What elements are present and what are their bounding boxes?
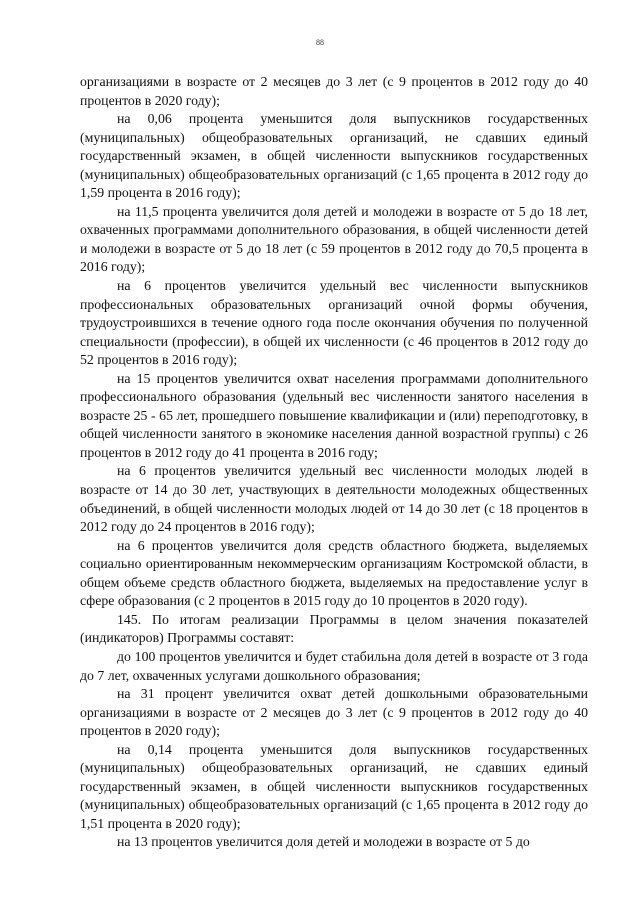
paragraph: на 0,06 процента уменьшится доля выпускников государственных (муниципальных) общеобразовательных организаций, не сдавших единый государственный экзамен, в общей численности выпускников государственных (муниципальных) общеобразовательных организаций (с 1,65 процента в 2012 году до 1,59 процента в 2016 году);: [80, 111, 588, 201]
paragraph: на 31 процент увеличится охват детей дошкольными образовательными организациями в возрасте от 2 месяцев до 3 лет (с 9 процентов в 2012 году до 40 процентов в 2020 году);: [80, 686, 588, 739]
paragraph: на 15 процентов увеличится охват населения программами дополнительного профессионального образования (удельный вес численности занятого населения в возрасте 25 - 65 лет, прошедшего повышение квалификации и (или) переподготовку, в общей численности занятого в экономике населения данной возрастной группы) с 26 процентов в 2012 году до 41 процента в 2016 году;: [80, 370, 588, 460]
paragraph: на 11,5 процента увеличится доля детей и молодежи в возрасте от 5 до 18 лет, охваченных программами дополнительного образования, в общей численности детей и молодежи в возрасте от 5 до 18 лет (с 59 процентов в 2012 году до 70,5 процента в 2016 году);: [80, 203, 588, 275]
paragraph: на 6 процентов увеличится доля средств областного бюджета, выделяемых социально ориентированным некоммерческим организациям Костромской области, в общем объеме средств областного бюджета, выделяемых на предоставление услуг в сфере образования (с 2 процентов в 2015 году до 10 процентов в 2020 году).: [80, 537, 588, 609]
paragraph: до 100 процентов увеличится и будет стабильна доля детей в возрасте от 3 года до 7 лет, охваченных услугами дошкольного образования;: [80, 648, 588, 683]
paragraph: организациями в возрасте от 2 месяцев до 3 лет (с 9 процентов в 2012 году до 40 процентов в 2020 году);: [80, 74, 588, 108]
document-body: [80, 73, 588, 852]
page-number: 88: [316, 38, 324, 47]
paragraph: 145. По итогам реализации Программы в целом значения показателей (индикаторов) Программы составят:: [80, 611, 588, 646]
paragraph: на 6 процентов увеличится удельный вес численности выпускников профессиональных образовательных организаций очной формы обучения, трудоустроившихся в течение одного года после окончания обучения по полученной специальности (профессии), в общей их численности (с 46 процентов в 2012 году до 52 процентов в 2016 году);: [80, 278, 588, 368]
paragraph: на 6 процентов увеличится удельный вес численности молодых людей в возрасте от 14 до 30 лет, участвующих в деятельности молодежных общественных объединений, в общей численности молодых людей от 14 до 30 лет (с 18 процентов в 2012 году до 24 процентов в 2016 году);: [80, 463, 588, 535]
paragraph: на 13 процентов увеличится доля детей и молодежи в возрасте от 5 до: [117, 834, 530, 850]
paragraph: на 0,14 процента уменьшится доля выпускников государственных (муниципальных) общеобразовательных организаций, не сдавших единый государственный экзамен, в общей численности выпускников государственных (муниципальных) общеобразовательных организаций (с 1,65 процента в 2012 году до 1,51 процента в 2020 году);: [80, 741, 588, 831]
